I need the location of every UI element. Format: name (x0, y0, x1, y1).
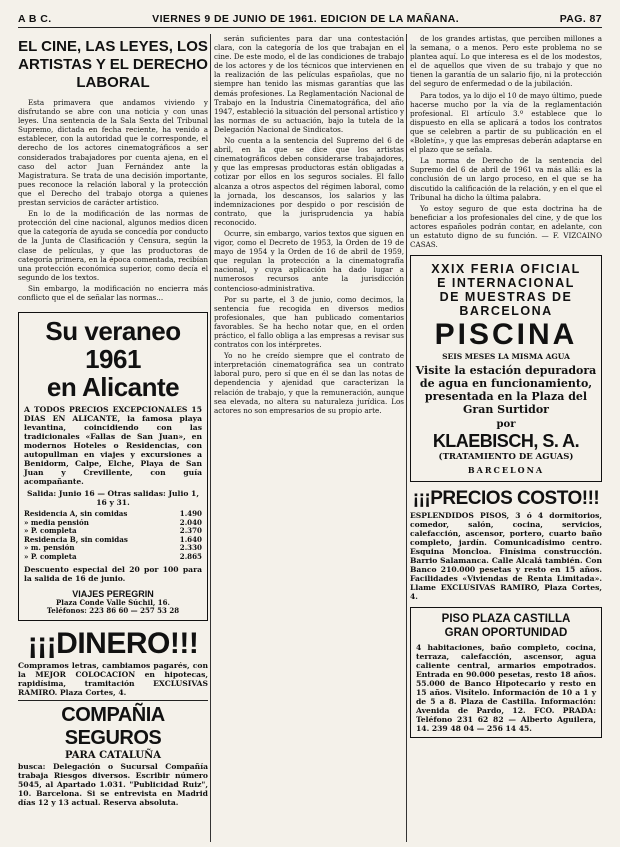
rate-row: » P. completa 2.865 (24, 552, 202, 562)
ad-seguros (18, 704, 208, 807)
ad-dinero (18, 627, 208, 697)
article-headline: EL CINE, LAS LEYES, LOS ARTISTAS Y EL DERECHO LABORAL (18, 38, 208, 91)
ad-veraneo-title: Su veraneo 1961 (45, 316, 181, 375)
rate-row: » media pensión 2.040 (24, 517, 202, 527)
ad-precios-text: ESPLENDIDOS PISOS, 3 ó 4 dormitorios, comedor, salón, cocina, servicios, calefacción, ascensor, portero, cuarto baño completo, jardín. Comunicadísimo centro. Esquina Moncloa. Finísima construcción. Barrio Salamanca. Calle Alcalá también. Con Banco 210.000 pesetas y resto en 15 años. Facilidades «Viviendas de Renta Limitada». Llame EXCLUSIVAS RAMIRO, Plaza Cortes, 4. (410, 511, 602, 602)
ad-feria-line: BARCELONA (459, 304, 553, 319)
ad-feria-company: KLAEBISCH, S. A. (432, 431, 580, 452)
ad-precios (410, 487, 602, 601)
divider (18, 700, 208, 701)
ad-seguros-text: busca: Delegación o Sucursal Compañía trabaja Riesgos diversos. Escribir número 5045, al Apartado 1.031. "Publicidad Ruiz", 10. Barcelona. Si se entrevista en Madrid días 12 y 13 actual. Reserva absoluta. (18, 761, 208, 807)
article-paragraph: En lo de la modificación de las normas de protección del cine nacional, algunos medios dicen que la categoría de ayuda se concedía por conducto de la Junta de Clasificación y Censura, según la clase de películas, y que las productoras de categoría primera, en la época comentada, recibían una protección económica superior, como decía el segundo de los textos. (18, 209, 208, 282)
ad-feria-line: DE MUESTRAS DE (439, 290, 573, 305)
rate-row: » m. pensión 2.330 (24, 543, 202, 553)
ad-piso-subtitle: GRAN OPORTUNIDAD (444, 627, 568, 640)
ad-veraneo-intro: A TODOS PRECIOS EXCEPCIONALES 15 DIAS EN ALICANTE, la famosa playa levantina, coincidiendo con las tradicionales «Fallas de San Juan», en modernos Hoteles o Residencias, con autopullman en viajes y excursiones a Benidorm, Calpe, Elche, Playa de San Juan y Crevillente, con guía acompañante. (24, 405, 202, 487)
ad-feria-line: XXIX FERIA OFICIAL (431, 262, 581, 277)
ad-feria-por: por (496, 419, 516, 431)
masthead (18, 4, 602, 28)
column-1 (18, 34, 208, 844)
article-paragraph: No cuenta a la sentencia del Supremo del 6 de abril, en la que se dice que los artistas cinematográficos deben considerarse trabajadores, y que las empresas productoras están obligadas a cotizar por ellos en los seguros sociales. El fallo alcanza a otros aspectos del régimen laboral, como la jornada, los descansos, los salarios y las indemnizaciones por despido o por rescisión de contrato, que la jurisprudencia ya había reconocido. (214, 136, 404, 227)
ad-feria-big: PISCINA (434, 318, 578, 352)
rate-row: Residencia A, sin comidas 1.490 (24, 509, 202, 519)
ad-seguros-subtitle: PARA CATALUÑA (64, 749, 162, 761)
ad-feria-tagline: SEIS MESES LA MISMA AGUA (442, 352, 570, 362)
ad-veraneo-phones: Teléfonos: 223 86 60 — 257 53 28 (46, 606, 180, 616)
column-2 (214, 34, 404, 844)
masthead-page: PAG. 87 (559, 13, 602, 25)
article-paragraph: Sin embargo, la modificación no encierra más conflicto que el de señalar las normas... (18, 283, 208, 302)
ad-veraneo-salidas: Salida: Junio 16 — Otras salidas: Julio 1, 16 y 31. (27, 489, 199, 508)
article-paragraph: de los grandes artistas, que perciben millones a la semana, o a menos. Pero este problema no se plantea aquí. Lo que interesa es el de los modestos, el de aquellos que viven de su trabajo y que no tienen la garantía de un salario fijo, ni la protección del seguro de enfermedad o de la jubilación. (410, 34, 602, 89)
column-rule (406, 34, 407, 842)
ad-veraneo-address: Plaza Conde Valle Súchil, 16. (56, 597, 170, 607)
article-paragraph: Yo no he creído siempre que el contrato de interpretación cinematográfica sea un contrato laboral puro, pero sí que en él se dan las notas de dependencia y ajenidad que caracterizan la relación de trabajo, y que la remuneración, aunque sea elevada, no altera su naturaleza jurídica. Los actores no son empresarios de su propio arte. (214, 351, 404, 415)
article-paragraph: La norma de Derecho de la sentencia del Supremo del 6 de abril de 1961 va más allá: es la conclusión de un largo proceso, en el que se ha discutido la calificación de la relación, y en el que el Tribunal ha dicho la última palabra. (410, 156, 602, 202)
ad-veraneo-title-2: en Alicante (46, 372, 180, 403)
ad-feria-line: E INTERNACIONAL (437, 276, 575, 291)
ad-seguros-title: COMPAÑIA SEGUROS (61, 703, 165, 749)
column-rule (210, 34, 211, 842)
ad-veraneo (18, 312, 208, 621)
masthead-paper: A B C. (18, 13, 52, 25)
rate-row: » P. completa 2.370 (24, 526, 202, 536)
article-paragraph: Por su parte, el 3 de junio, como decimos, la sentencia fue recogida en diversos medios profesionales, que han publicado comentarios favorables. Se ha hecho notar que, en el orden práctico, el fallo obliga a las empresas a revisar sus contratos con los intérpretes. (214, 294, 404, 350)
rate-row: Residencia B, sin comidas 1.640 (24, 534, 202, 544)
masthead-date: VIERNES 9 DE JUNIO DE 1961. EDICION DE LA MAÑANA. (152, 13, 460, 25)
article-paragraph: Ocurre, sin embargo, varios textos que siguen en vigor, como el Decreto de 1953, la Orden de 19 de mayo de 1954 y la Orden de 16 de abril de 1959, que regulan la protección a la cinematografía nacional, y cuya aplicación ha dado lugar a numerosos recursos ante la jurisdicción contencioso-administrativa. (214, 228, 404, 293)
article-paragraph: serán suficientes para dar una contestación clara, con la categoría de los que trabajan en el cine. De este modo, el de las condiciones de trabajo de los actores y de los técnicos que intervienen en la realización de las películas españolas, que no siempre han tenido las mismas garantías que las demás profesiones. La Reglamentación Nacional de Trabajo en la Industria Cinematográfica, del año 1947, estableció la situación del personal artístico y las normas de su actuación, bajo la tutela de la Delegación Nacional de Sindicatos. (214, 34, 404, 134)
ad-dinero-text: Compramos letras, cambiamos pagarés, con la MEJOR COLOCACION en hipotecas, rapidísima, tramitación EXCLUSIVAS RAMIRO. Plaza Cortes, 4. (18, 660, 208, 697)
article-paragraph: Esta primavera que andamos viviendo y disfrutando se abre con una noticia y con unas leyes. Una sentencia de la Sala Sexta del Tribunal Supremo, dictada en fecha reciente, ha venido a establecer, con la autoridad que le corresponde, el derecho de los actores cinematográficos a ser considerados trabajadores por cuenta ajena, en el caso del actor Juan Fernández ante la Magistratura. Se trata de una decisión importante, pues reconoce la relación laboral y la protección que el Derecho del trabajo otorga a quienes prestan servicios de carácter artístico. (18, 98, 208, 208)
article-paragraph: Para todos, ya lo dijo el 10 de mayo último, puede hacerse mucho por la vía de la reglamentación profesional. El artículo 3.º establece que lo dispuesto en ella se aplicará a todos los contratos que se celebren a partir de su publicación en el «Boletín», y que las empresas deberán adaptarse en el plazo que se señala. (410, 90, 602, 155)
ad-feria-company-sub: (TRATAMIENTO DE AGUAS) (438, 452, 574, 463)
ad-precios-title: ¡¡¡PRECIOS COSTO!!! (412, 488, 600, 510)
ad-piso (410, 607, 602, 738)
ad-feria-city: BARCELONA (467, 465, 545, 476)
ad-veraneo-discount: Descuento especial del 20 por 100 para la salida de 16 de junio. (24, 564, 202, 583)
ad-feria-text: Visite la estación depuradora de agua en funcionamiento, presentada en la Plaza del Gran Surtidor (415, 364, 597, 417)
ad-dinero-title: ¡¡¡DINERO!!! (27, 626, 199, 660)
ad-feria (410, 255, 602, 482)
ad-veraneo-agency: VIAJES PEREGRIN (72, 588, 154, 599)
ad-piso-title: PISO PLAZA CASTILLA (441, 613, 571, 626)
ad-piso-text: 4 habitaciones, baño completo, cocina, terraza, calefacción, ascensor, agua caliente central, armarios empotrados. Entrada en 90.000 pesetas, resto 18 años. 55.000 de Banco Hipotecario y resto en 15 años. Visítelo. Información de 10 a 1 y de 5 a 8. Plaza de Castilla. Información: Avenida de Pardo, 12. FCO. PRADA: Teléfono 231 62 82 — Alberto Aguilera, 14. 239 48 04 — 256 14 45. (416, 643, 596, 734)
column-3 (410, 34, 602, 844)
article-paragraph: Yo estoy seguro de que esta doctrina ha de beneficiar a los profesionales del cine, y de que los actores españoles podrán contar, en adelante, con un estatuto digno de su función. — F. VIZCAINO CASAS. (410, 203, 602, 250)
